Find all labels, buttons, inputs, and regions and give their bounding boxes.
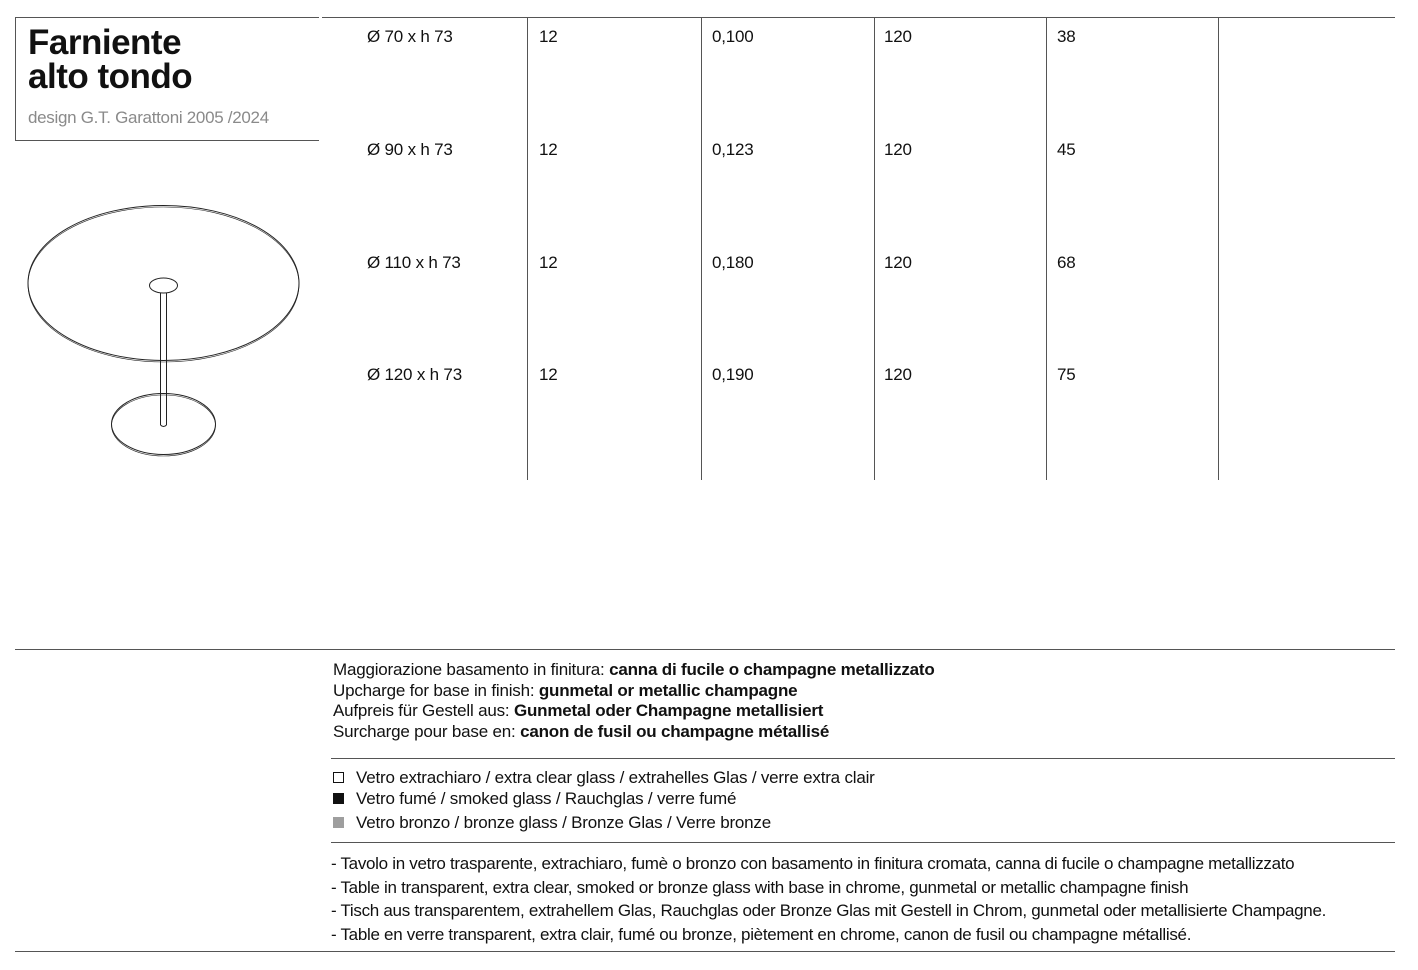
clear-glass-swatch-icon [333, 772, 344, 783]
product-title [28, 23, 193, 96]
surcharge-value: Gunmetal oder Champagne metallisiert [513, 701, 824, 720]
surcharge-line [333, 722, 935, 743]
base-disc-edge [112, 395, 216, 456]
description-line: - Tisch aus transparentem, extrahellem Glas, Rauchglas oder Bronze Glas mit Gestell in Chrom, gunmetal oder metallisierte Champagne. [331, 901, 1327, 920]
size-cell: Ø 90 x h 73 [367, 140, 453, 159]
product-description [331, 852, 1326, 946]
surcharge-notes [333, 660, 935, 742]
surcharge-line [333, 681, 935, 702]
smoked-glass-swatch-icon [333, 793, 344, 804]
surcharge-value: canna di fucile o champagne metallizzato [609, 660, 935, 679]
table-column-divider [1046, 17, 1047, 480]
spec-cell: 120 [884, 140, 912, 159]
surcharge-line [333, 701, 935, 722]
round-table-illustration [20, 196, 310, 464]
size-cell: Ø 70 x h 73 [367, 27, 453, 46]
spec-cell: 0,190 [712, 365, 754, 384]
spec-cell: 38 [1057, 27, 1076, 46]
spec-cell: 12 [539, 253, 558, 272]
surcharge-prefix: Upcharge for base in finish: [333, 680, 539, 700]
product-title-line2: alto tondo [28, 57, 193, 96]
notes-top-rule [15, 649, 1395, 650]
spec-cell: 12 [539, 365, 558, 384]
spec-cell: 45 [1057, 140, 1076, 159]
spec-cell: 12 [539, 140, 558, 159]
surcharge-value: gunmetal or metallic champagne [538, 680, 798, 700]
table-column-divider [527, 17, 528, 480]
column-foot [161, 425, 167, 427]
size-cell: Ø 110 x h 73 [367, 253, 461, 272]
spec-cell: 68 [1057, 253, 1076, 272]
surcharge-prefix: Maggiorazione basamento in finitura: [333, 660, 610, 679]
table-column-divider [701, 17, 702, 480]
spec-cell: 0,123 [712, 140, 754, 159]
surcharge-prefix: Surcharge pour base en: [333, 721, 521, 741]
surcharge-line [333, 660, 935, 681]
title-block-border-bottom [15, 140, 319, 141]
bottom-rule [15, 951, 1395, 952]
product-title-line1: Farniente [28, 23, 182, 62]
spec-cell: 12 [539, 27, 558, 46]
title-block-border-left [15, 17, 16, 141]
title-block-border-top [15, 17, 319, 18]
spec-cell: 120 [884, 253, 912, 272]
bronze-glass-swatch-icon [333, 817, 344, 828]
spec-cell: 75 [1057, 365, 1076, 384]
surcharge-prefix: Aufpreis für Gestell aus: [333, 701, 514, 720]
spec-cell: 120 [884, 27, 912, 46]
description-line: - Tavolo in vetro trasparente, extrachiaro, fumè o bronzo con basamento in finitura cromata, canna di fucile o champagne metallizzato [331, 854, 1295, 873]
finish-label: Vetro fumé / smoked glass / Rauchglas / verre fumé [356, 789, 737, 808]
description-line: - Table in transparent, extra clear, smoked or bronze glass with base in chrome, gunmetal or metallic champagne finish [331, 877, 1189, 897]
size-cell: Ø 120 x h 73 [367, 365, 462, 384]
base-disc [112, 394, 216, 455]
top-rule [322, 17, 1395, 18]
description-top-rule [331, 842, 1395, 843]
finishes-top-rule [331, 758, 1395, 759]
spec-cell: 0,100 [712, 27, 754, 46]
finish-label: Vetro bronzo / bronze glass / Bronze Glas / Verre bronze [356, 813, 771, 832]
column-top-plate [150, 278, 178, 293]
spec-cell: 120 [884, 365, 912, 384]
spec-cell: 0,180 [712, 253, 754, 272]
finish-label: Vetro extrachiaro / extra clear glass / extrahelles Glas / verre extra clair [356, 768, 875, 787]
table-column-divider [874, 17, 875, 480]
designer-credit: design G.T. Garattoni 2005 /2024 [28, 108, 269, 127]
surcharge-value: canon de fusil ou champagne métallisé [520, 721, 830, 741]
table-column-divider [1218, 17, 1219, 480]
description-line: - Table en verre transparent, extra clair, fumé ou bronze, piètement en chrome, canon de fusil ou champagne métallisé. [331, 924, 1192, 944]
